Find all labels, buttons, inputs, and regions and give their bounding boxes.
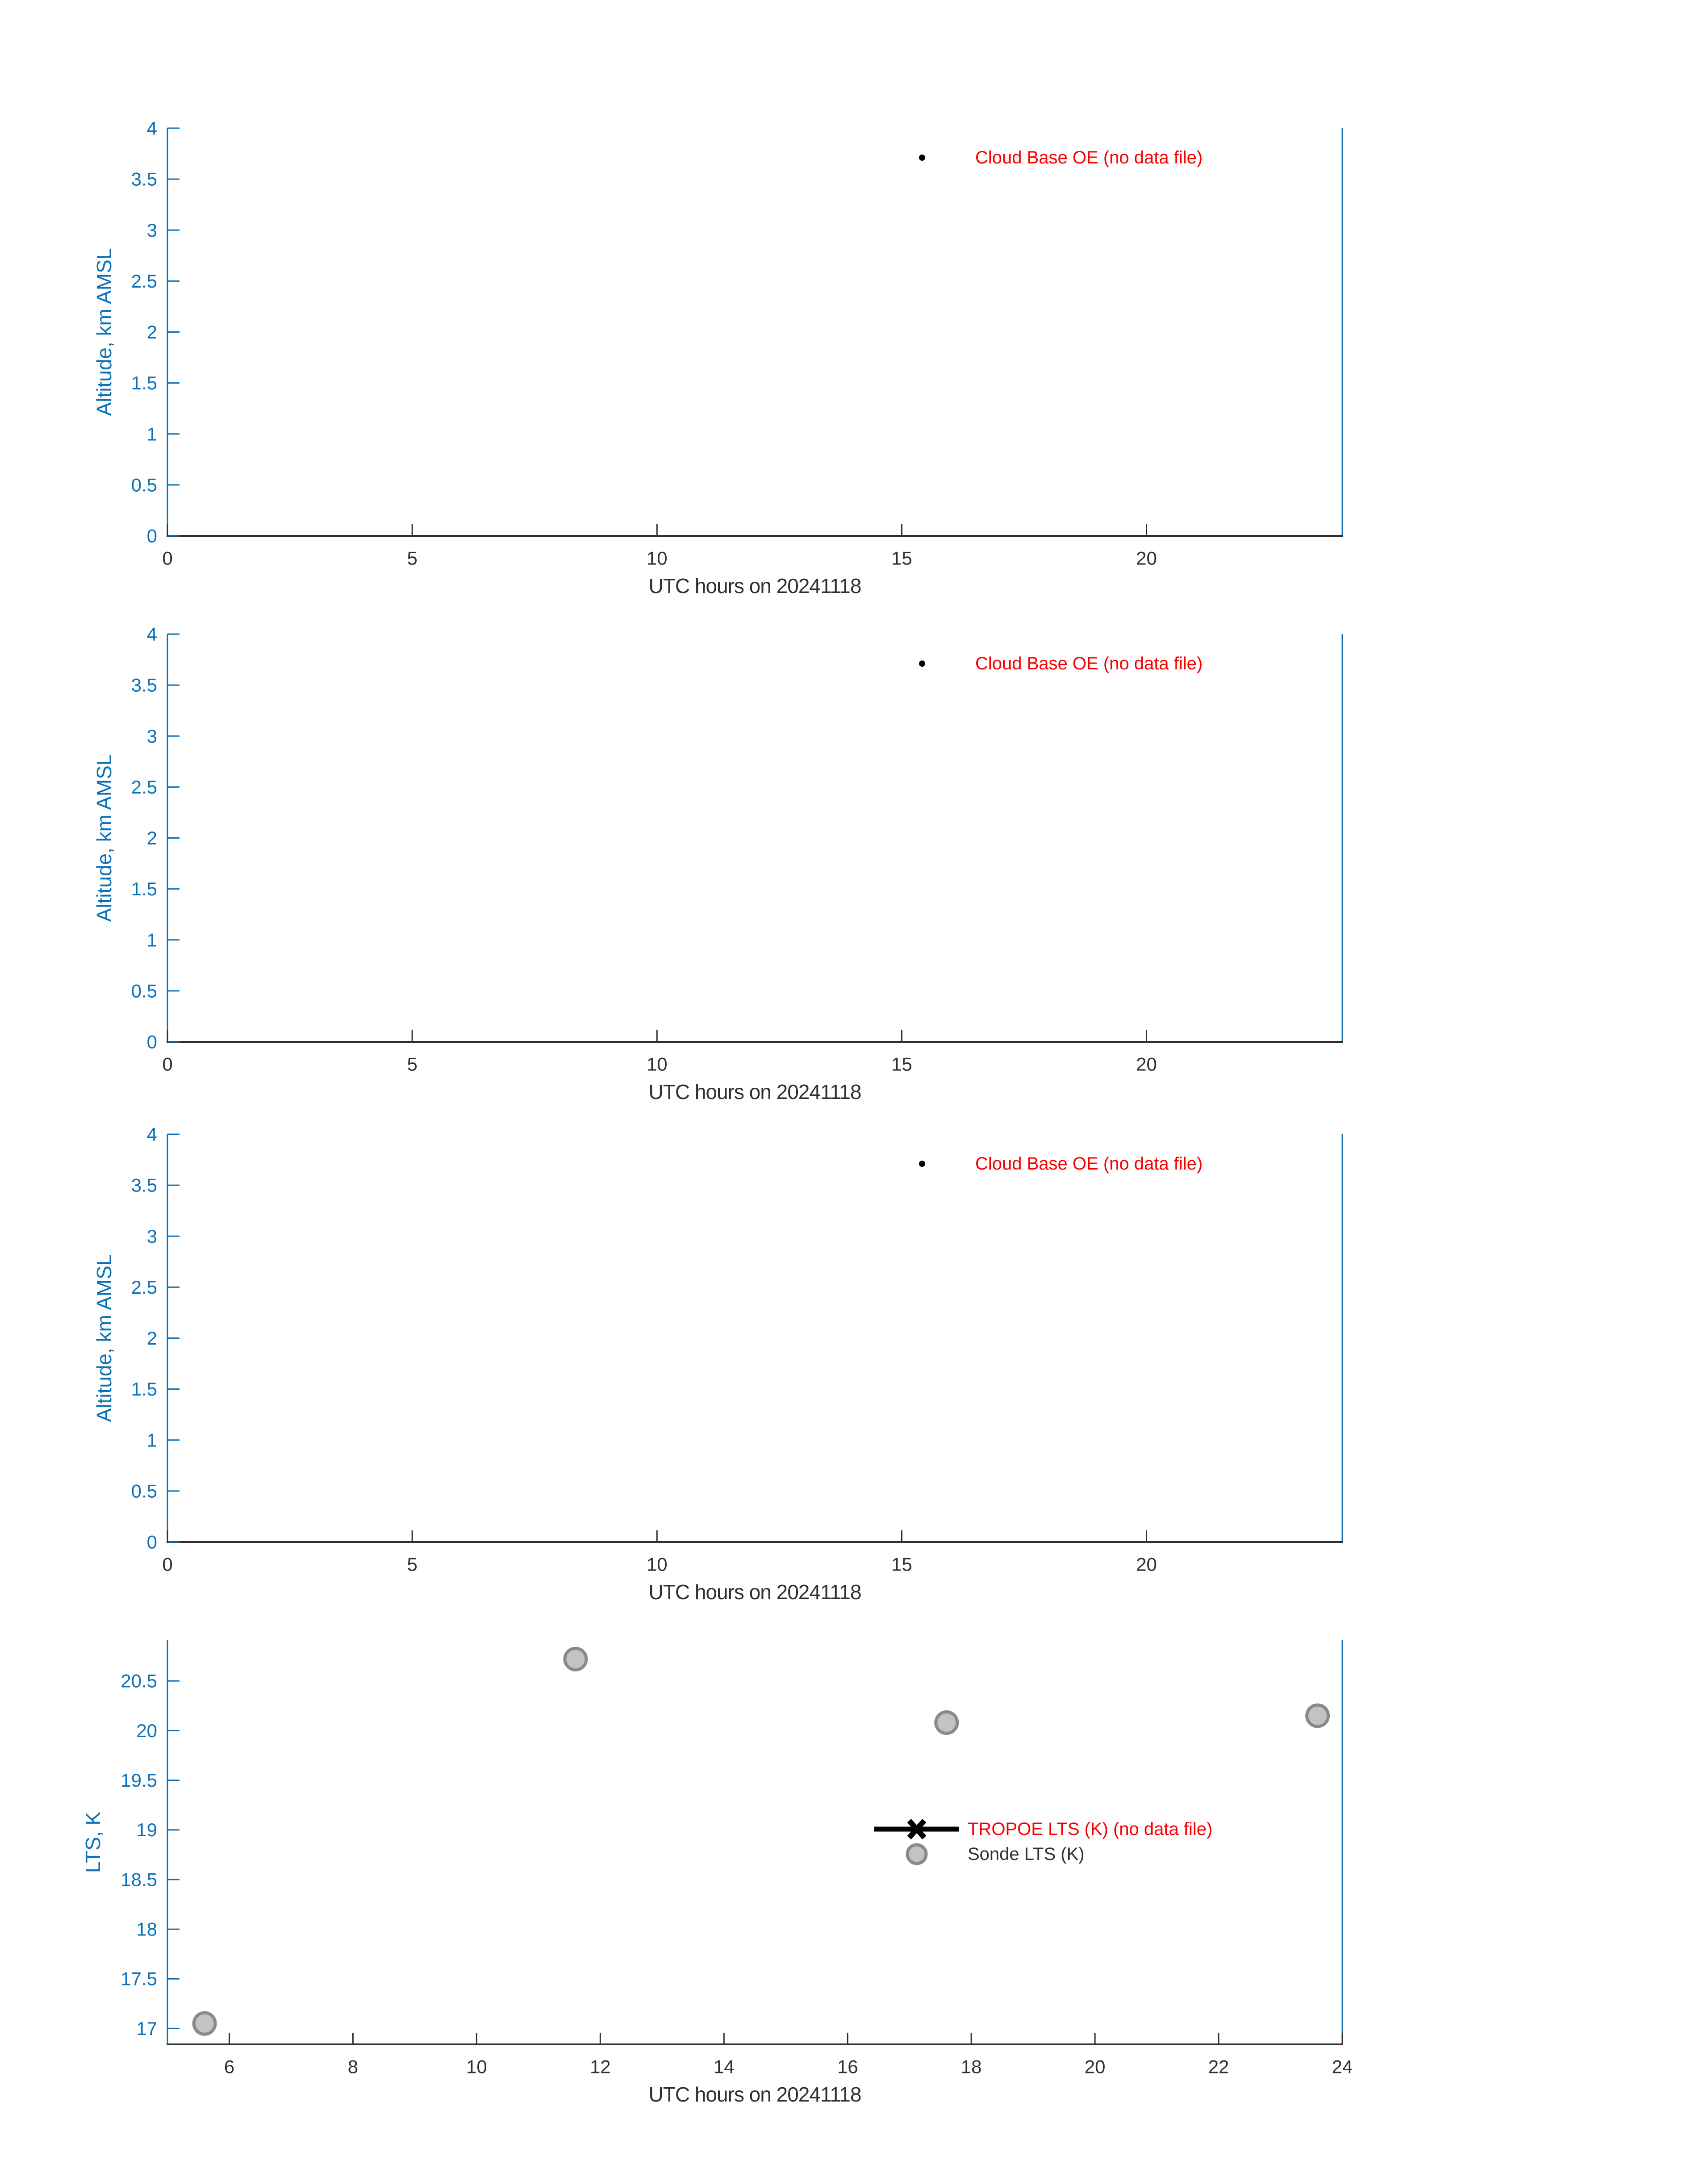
y-tick-label: 17.5 <box>121 1968 157 1989</box>
y-tick-label: 17 <box>136 2018 157 2039</box>
x-tick-label: 20 <box>1084 2056 1106 2077</box>
y-tick-label: 4 <box>146 1124 157 1145</box>
x-tick-label: 15 <box>891 547 912 569</box>
x-tick-label: 24 <box>1332 2056 1353 2077</box>
y-tick-label: 1.5 <box>131 878 157 900</box>
x-tick-label: 5 <box>407 547 418 569</box>
x-axis-label: UTC hours on 20241118 <box>648 2083 861 2106</box>
data-point <box>194 2013 215 2034</box>
y-tick-label: 0 <box>146 1531 157 1553</box>
y-axis-label: Altitude, km AMSL <box>92 248 116 416</box>
y-tick-label: 3.5 <box>131 1174 157 1196</box>
y-tick-label: 1.5 <box>131 1379 157 1400</box>
x-tick-label: 5 <box>407 1053 418 1075</box>
x-tick-label: 10 <box>466 2056 487 2077</box>
y-axis-label: Altitude, km AMSL <box>92 754 116 922</box>
x-axis-label: UTC hours on 20241118 <box>648 1080 861 1103</box>
legend-dot-marker <box>919 1161 925 1167</box>
y-tick-label: 4 <box>146 623 157 645</box>
x-tick-label: 0 <box>162 1554 173 1575</box>
y-tick-label: 3 <box>146 219 157 241</box>
x-tick-label: 0 <box>162 547 173 569</box>
x-tick-label: 6 <box>224 2056 235 2077</box>
y-tick-label: 1 <box>146 1429 157 1451</box>
y-tick-label: 20.5 <box>121 1670 157 1692</box>
y-tick-label: 0.5 <box>131 1480 157 1502</box>
y-tick-label: 1 <box>146 929 157 951</box>
y-tick-label: 20 <box>136 1720 157 1741</box>
y-tick-label: 0.5 <box>131 980 157 1002</box>
x-tick-label: 20 <box>1136 1554 1157 1575</box>
x-tick-label: 22 <box>1208 2056 1229 2077</box>
x-tick-label: 10 <box>646 547 668 569</box>
y-axis-label: Altitude, km AMSL <box>92 1254 116 1422</box>
legend-label: Cloud Base OE (no data file) <box>975 1154 1203 1174</box>
x-tick-label: 10 <box>646 1053 668 1075</box>
legend-dot-marker <box>919 155 925 161</box>
data-point <box>936 1712 957 1734</box>
y-axis-label: LTS, K <box>81 1811 104 1873</box>
legend-label: Sonde LTS (K) <box>968 1844 1085 1864</box>
legend-circle-marker <box>907 1845 926 1864</box>
data-point <box>1307 1705 1328 1726</box>
y-tick-label: 18 <box>136 1918 157 1940</box>
x-tick-label: 14 <box>713 2056 735 2077</box>
y-tick-label: 2.5 <box>131 1276 157 1298</box>
legend-label: Cloud Base OE (no data file) <box>975 654 1203 673</box>
y-tick-label: 19 <box>136 1819 157 1841</box>
legend-dot-marker <box>919 660 925 667</box>
y-tick-label: 2.5 <box>131 270 157 292</box>
x-tick-label: 5 <box>407 1554 418 1575</box>
y-tick-label: 0.5 <box>131 474 157 496</box>
x-tick-label: 16 <box>837 2056 858 2077</box>
y-tick-label: 1 <box>146 423 157 445</box>
x-tick-label: 20 <box>1136 547 1157 569</box>
x-axis-label: UTC hours on 20241118 <box>648 574 861 598</box>
x-tick-label: 0 <box>162 1053 173 1075</box>
x-tick-label: 20 <box>1136 1053 1157 1075</box>
legend-label: Cloud Base OE (no data file) <box>975 148 1203 167</box>
data-point <box>565 1648 586 1670</box>
y-tick-label: 4 <box>146 117 157 139</box>
y-tick-label: 2 <box>146 1328 157 1349</box>
legend-label: TROPOE LTS (K) (no data file) <box>968 1819 1213 1839</box>
y-tick-label: 3.5 <box>131 674 157 696</box>
y-tick-label: 0 <box>146 525 157 547</box>
y-tick-label: 3.5 <box>131 168 157 190</box>
x-tick-label: 15 <box>891 1554 912 1575</box>
y-tick-label: 0 <box>146 1031 157 1053</box>
y-tick-label: 3 <box>146 1225 157 1247</box>
y-tick-label: 2 <box>146 827 157 848</box>
y-tick-label: 18.5 <box>121 1869 157 1890</box>
x-tick-label: 12 <box>589 2056 611 2077</box>
y-tick-label: 19.5 <box>121 1770 157 1791</box>
x-tick-label: 18 <box>960 2056 982 2077</box>
x-tick-label: 8 <box>347 2056 359 2077</box>
x-tick-label: 15 <box>891 1053 912 1075</box>
x-tick-label: 10 <box>646 1554 668 1575</box>
y-tick-label: 1.5 <box>131 372 157 394</box>
y-tick-label: 2 <box>146 322 157 343</box>
x-axis-label: UTC hours on 20241118 <box>648 1580 861 1604</box>
y-tick-label: 3 <box>146 725 157 747</box>
y-tick-label: 2.5 <box>131 776 157 798</box>
